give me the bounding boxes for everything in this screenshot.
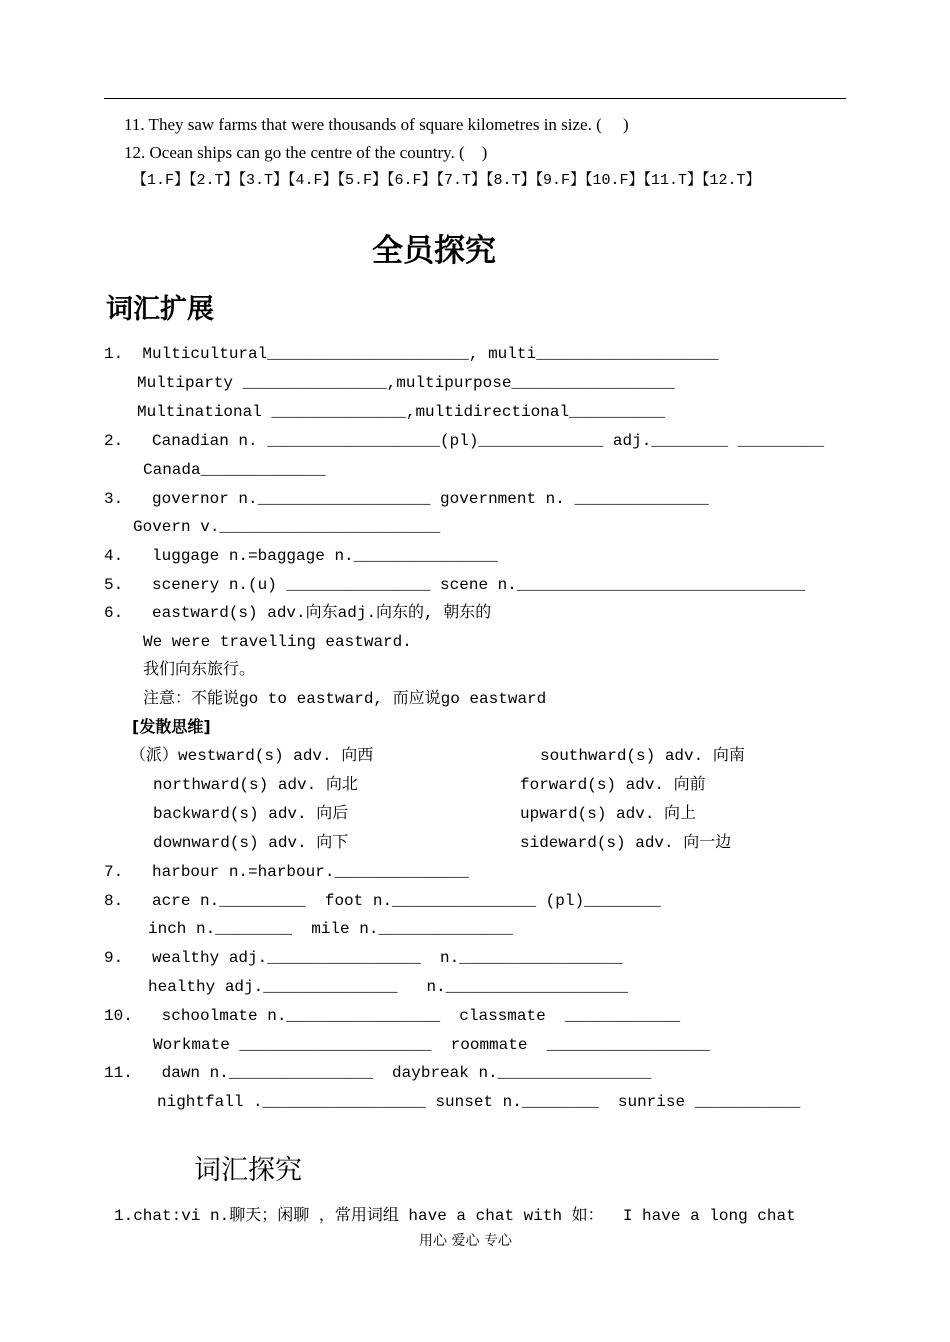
diverge-backward: backward(s) adv. 向后: [153, 805, 349, 823]
question-11: 11. They saw farms that were thousands of square kilometres in size. ( ): [124, 115, 629, 134]
diverge-upward: upward(s) adv. 向上: [520, 805, 697, 823]
item-7: 7. harbour n.=harbour.______________: [104, 863, 469, 881]
diverge-northward: northward(s) adv. 向北: [153, 776, 358, 794]
item-9-line-2: healthy adj.______________ n.___________________: [148, 978, 629, 996]
item-1-line-3: Multinational ______________,multidirectional__________: [137, 403, 666, 421]
item-6-translation: 我们向东旅行。: [143, 661, 256, 679]
item-11-line-2: nightfall ._________________ sunset n.________ sunrise ___________: [157, 1093, 801, 1111]
item-3-line-1: 3. governor n.__________________ government n. ______________: [104, 490, 709, 508]
diverge-downward: downward(s) adv. 向下: [153, 834, 349, 852]
explore-item-1: 1.chat:vi n.聊天；闲聊 ，常用词组 have a chat with 如： I have a long chat: [114, 1207, 796, 1225]
page-footer: 用心 爱心 专心: [419, 1233, 512, 1249]
item-1-line-2: Multiparty _______________,multipurpose_________________: [137, 374, 675, 392]
vocab-expand-title: 词汇扩展: [106, 294, 214, 325]
item-1-line-1: 1. Multicultural_____________________, multi___________________: [104, 345, 719, 363]
item-5: 5. scenery n.(u) _______________ scene n.______________________________: [104, 576, 805, 594]
diverge-sideward: sideward(s) adv. 向一边: [520, 834, 732, 852]
header-rule: [104, 98, 846, 99]
item-6-note: 注意：不能说go to eastward, 而应说go eastward: [143, 690, 547, 708]
answer-key: 【1.F】【2.T】【3.T】【4.F】【5.F】【6.F】【7.T】【8.T】【9.F】【10.F】【11.T】【12.T】: [132, 172, 761, 189]
vocab-explore-title: 词汇探究: [194, 1155, 302, 1186]
item-4: 4. luggage n.=baggage n._______________: [104, 547, 498, 565]
item-8-line-1: 8. acre n._________ foot n._______________ (pl)________: [104, 892, 661, 910]
diverge-westward: （派）westward(s) adv. 向西: [130, 747, 374, 765]
diverge-heading: [发散思维]: [132, 717, 211, 736]
item-10-line-2: Workmate ____________________ roommate _________________: [153, 1036, 710, 1054]
item-9-line-1: 9. wealthy adj.________________ n._________________: [104, 949, 623, 967]
item-8-line-2: inch n.________ mile n.______________: [148, 920, 513, 938]
section-title: 全员探究: [372, 233, 496, 269]
item-3-line-2: Govern v._______________________: [133, 518, 441, 536]
item-6-example: We were travelling eastward.: [143, 633, 412, 651]
item-6: 6. eastward(s) adv.向东adj.向东的, 朝东的: [104, 604, 492, 622]
diverge-southward: southward(s) adv. 向南: [540, 747, 745, 765]
item-2-line-2: Canada_____________: [143, 461, 326, 479]
item-2-line-1: 2. Canadian n. __________________(pl)_____________ adj.________ _________: [104, 432, 825, 450]
item-11-line-1: 11. dawn n._______________ daybreak n.________________: [104, 1064, 652, 1082]
item-10-line-1: 10. schoolmate n.________________ classmate ____________: [104, 1007, 681, 1025]
diverge-forward: forward(s) adv. 向前: [520, 776, 706, 794]
question-12: 12. Ocean ships can go the centre of the country. ( ): [124, 143, 488, 162]
